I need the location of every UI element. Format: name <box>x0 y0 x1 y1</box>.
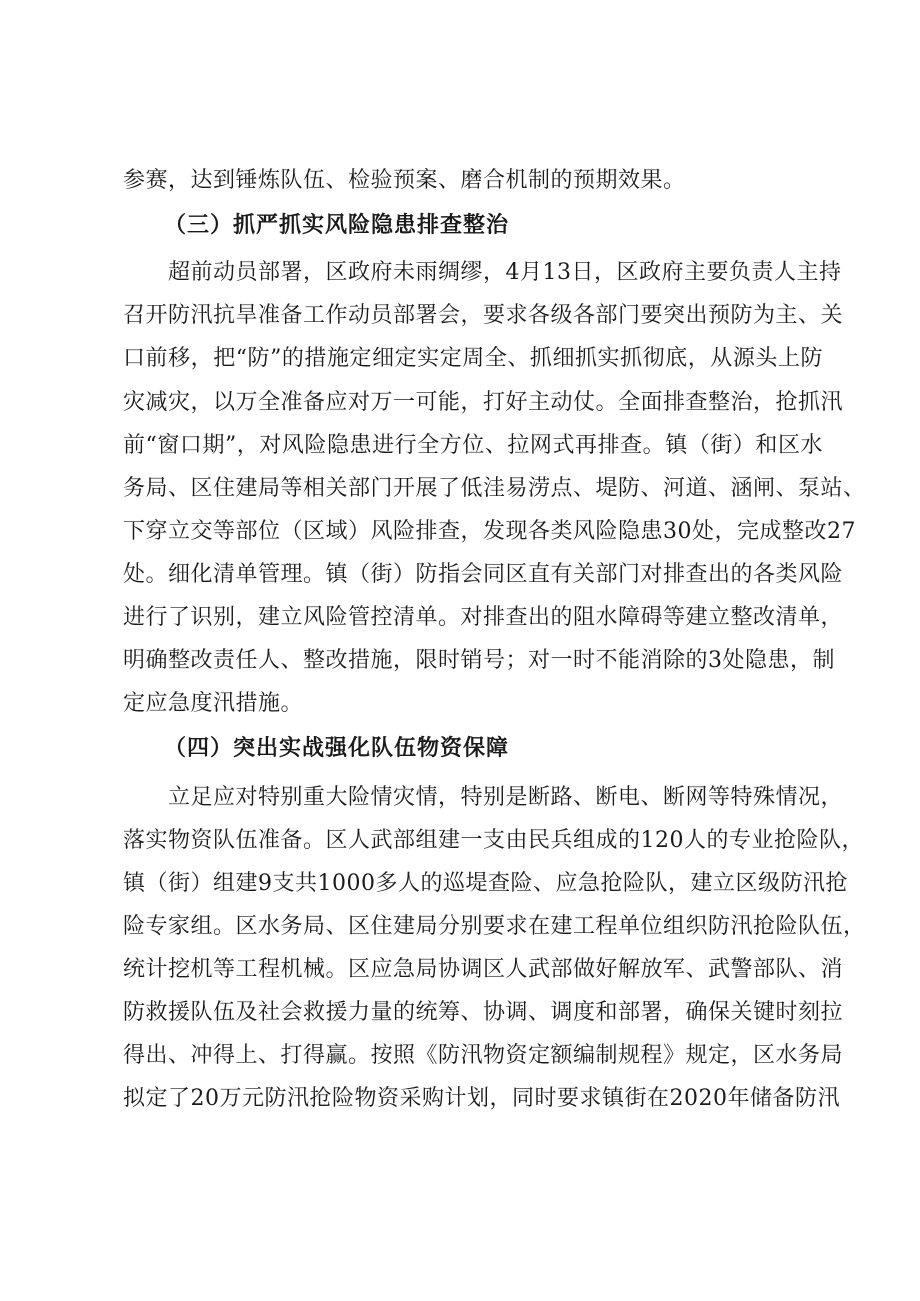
paragraph-line: 前“窗口期”，对风险隐患进行全方位、拉网式再排查。镇（街）和区水 <box>123 433 823 458</box>
paragraph-line: 口前移，把“防”的措施定细定实定周全、抓细抓实抓彻底，从源头上防 <box>123 346 823 371</box>
paragraph-line: 明确整改责任人、整改措施，限时销号；对一时不能消除的3处隐患，制 <box>123 648 835 673</box>
paragraph-line: 下穿立交等部位（区域）风险排查，发现各类风险隐患30处，完成整改27 <box>123 519 856 544</box>
paragraph-line: 镇（街）组建9支共1000多人的巡堤查险、应急抢险队，建立区级防汛抢 <box>123 871 848 896</box>
paragraph-line: 处。细化清单管理。镇（街）防指会同区直有关部门对排查出的各类风险 <box>123 562 844 587</box>
paragraph-line: 超前动员部署，区政府未雨绸缪，4月13日，区政府主要负责人主持 <box>168 260 842 285</box>
paragraph-line: 参赛，达到锤炼队伍、检验预案、磨合机制的预期效果。 <box>123 168 686 193</box>
section-heading-3: （三）抓严抓实风险隐患排查整治 <box>164 212 510 238</box>
paragraph-line: 灾减灾，以万全准备应对万一可能，打好主动仗。全面排查整治，抢抓汛 <box>123 390 844 415</box>
paragraph-line: 防救援队伍及社会救援力量的统筹、协调、调度和部署，确保关键时刻拉 <box>123 1000 844 1025</box>
paragraph-line: 立足应对特别重大险情灾情，特别是断路、断电、断网等特殊情况， <box>168 785 844 810</box>
paragraph-line: 召开防汛抗旱准备工作动员部署会，要求各级各部门要突出预防为主、关 <box>123 303 844 328</box>
paragraph-line: 拟定了20万元防汛抢险物资采购计划，同时要求镇街在2020年储备防汛 <box>123 1086 840 1111</box>
paragraph-line: 得出、冲得上、打得赢。按照《防汛物资定额编制规程》规定，区水务局 <box>123 1043 844 1068</box>
paragraph-line: 落实物资队伍准备。区人武部组建一支由民兵组成的120人的专业抢险队， <box>123 828 864 853</box>
paragraph-line: 险专家组。区水务局、区住建局分别要求在建工程单位组织防汛抢险队伍， <box>123 914 866 939</box>
paragraph-line: 进行了识别，建立风险管控清单。对排查出的阻水障碍等建立整改清单， <box>123 605 844 630</box>
paragraph-line: 统计挖机等工程机械。区应急局协调区人武部做好解放军、武警部队、消 <box>123 957 844 982</box>
paragraph-line: 定应急度汛措施。 <box>123 691 304 716</box>
section-heading-4: （四）突出实战强化队伍物资保障 <box>164 735 510 761</box>
paragraph-line: 务局、区住建局等相关部门开展了低洼易涝点、堤防、河道、涵闸、泵站、 <box>123 476 866 501</box>
